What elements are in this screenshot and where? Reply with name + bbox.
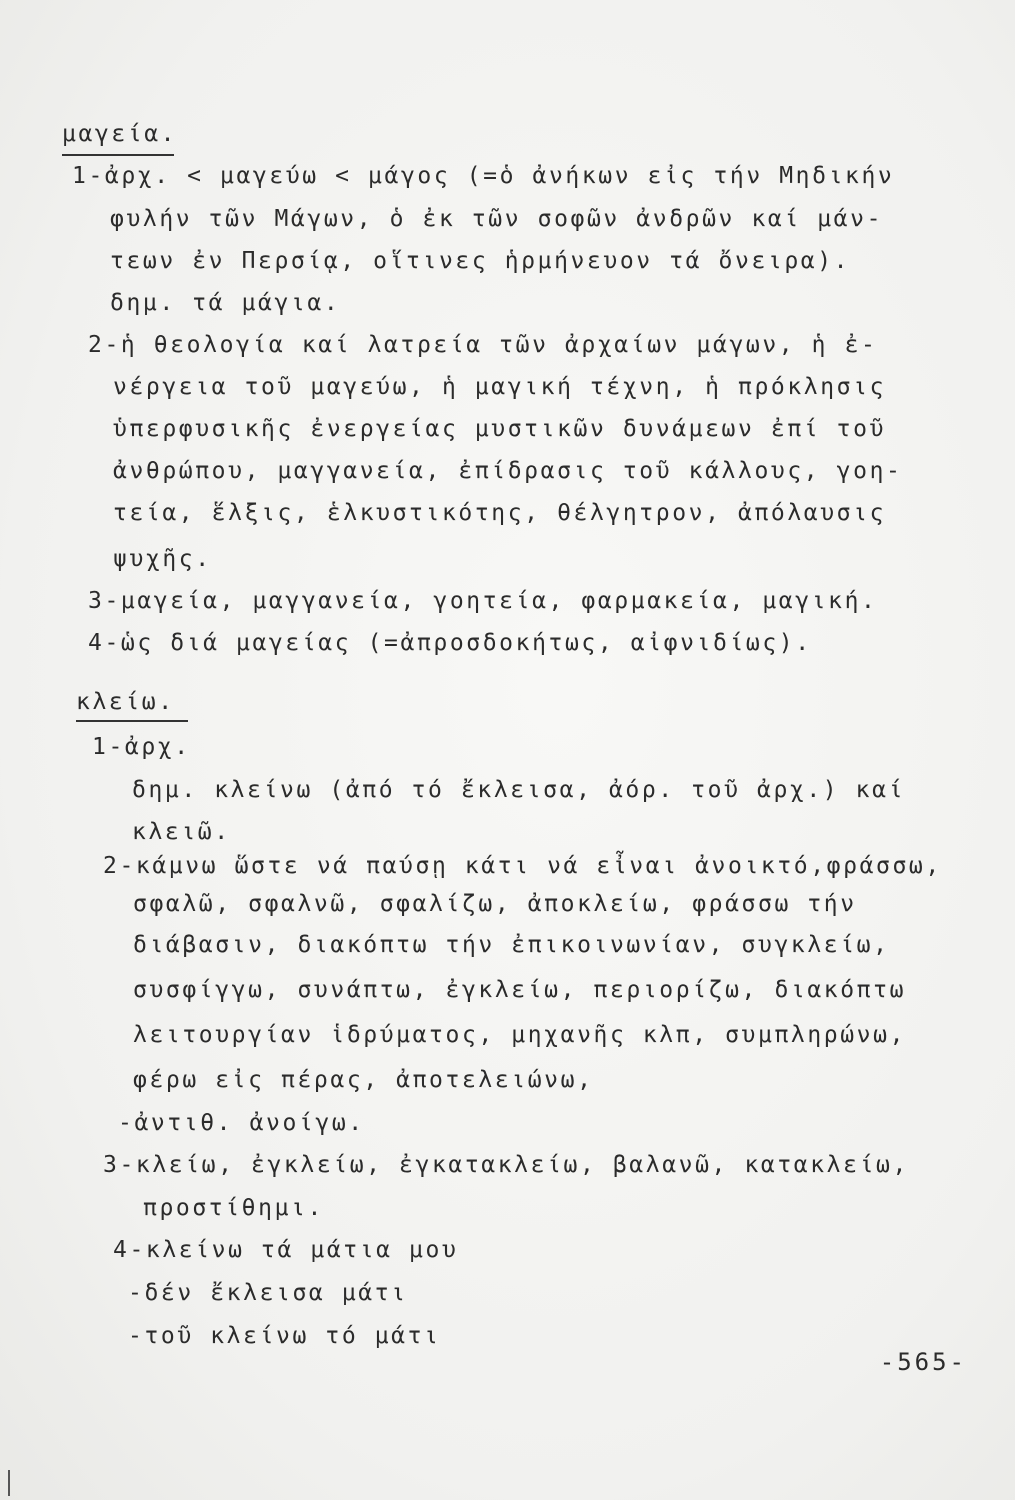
entry-headword: κλείω.	[76, 689, 175, 715]
entry-line: 3-μαγεία, μαγγανεία, γοητεία, φαρμακεία, μαγική.	[88, 588, 878, 614]
entry-line: κλειῶ.	[132, 819, 231, 845]
entry-line: ὑπερφυσικῆς ἐνεργείας μυστικῶν δυνάμεων ἐπί τοῦ	[113, 416, 887, 442]
entry-line: συσφίγγω, συνάπτω, ἐγκλείω, περιορίζω, διακόπτω	[133, 977, 907, 1003]
entry-line: 1-ἀρχ.	[92, 734, 191, 760]
entry-line: δημ. κλείνω (ἀπό τό ἔκλεισα, ἀόρ. τοῦ ἀρχ.) καί	[132, 777, 906, 803]
entry-line: νέργεια τοῦ μαγεύω, ἡ μαγική τέχνη, ἡ πρόκλησις	[113, 374, 887, 400]
entry-line: δημ. τά μάγια.	[110, 290, 341, 316]
entry-line: σφαλῶ, σφαλνῶ, σφαλίζω, ἀποκλείω, φράσσω τήν	[133, 891, 857, 917]
entry-line: -ἀντιθ. ἀνοίγω.	[118, 1110, 365, 1136]
entry-line: ἀνθρώπου, μαγγανεία, ἐπίδρασις τοῦ κάλλους, γοη-	[113, 458, 903, 484]
entry-line: 3-κλείω, ἐγκλείω, ἐγκατακλείω, βαλανῶ, κατακλείω,	[103, 1152, 909, 1178]
entry-line: φυλήν τῶν Μάγων, ὁ ἐκ τῶν σοφῶν ἀνδρῶν καί μάν-	[110, 206, 884, 232]
entry-line: 2-ἡ θεολογία καί λατρεία τῶν ἀρχαίων μάγων, ἡ ἐ-	[88, 332, 878, 358]
entry-line: 1-ἀρχ. < μαγεύω < μάγος (=ὁ ἀνήκων εἰς τήν Μηδικήν	[72, 163, 895, 189]
entry-line: 4-ὡς διά μαγείας (=ἀπροσδοκήτως, αἰφνιδίως).	[88, 630, 812, 656]
entry-line: λειτουργίαν ἱδρύματος, μηχανῆς κλπ, συμπληρώνω,	[133, 1022, 907, 1048]
entry-line: 4-κλείνω τά μάτια μου	[113, 1237, 459, 1263]
entry-line: 2-κάμνω ὥστε νά παύσῃ κάτι νά εἶναι ἀνοικτό,φράσσω,	[103, 853, 942, 879]
entry-line: -τοῦ κλείνω τό μάτι	[128, 1323, 441, 1349]
entry-line: τεων ἐν Περσίᾳ, οἵτινες ἡρμήνευον τά ὄνειρα).	[110, 248, 851, 274]
entry-line: τεία, ἕλξις, ἑλκυστικότης, θέλγητρον, ἀπόλαυσις	[113, 500, 887, 526]
entry-headword: μαγεία.	[62, 121, 178, 147]
entry-line: προστίθημι.	[143, 1195, 324, 1221]
entry-line: φέρω εἰς πέρας, ἀποτελειώνω,	[133, 1067, 594, 1093]
entry-line: ψυχῆς.	[113, 546, 212, 572]
scan-edge-mark	[8, 1470, 10, 1496]
page-number: -565-	[879, 1348, 967, 1376]
headword-underline	[76, 720, 188, 722]
headword-underline	[62, 154, 174, 156]
entry-line: -δέν ἔκλεισα μάτι	[128, 1280, 408, 1306]
entry-line: διάβασιν, διακόπτω τήν ἐπικοινωνίαν, συγκλείω,	[133, 932, 890, 958]
